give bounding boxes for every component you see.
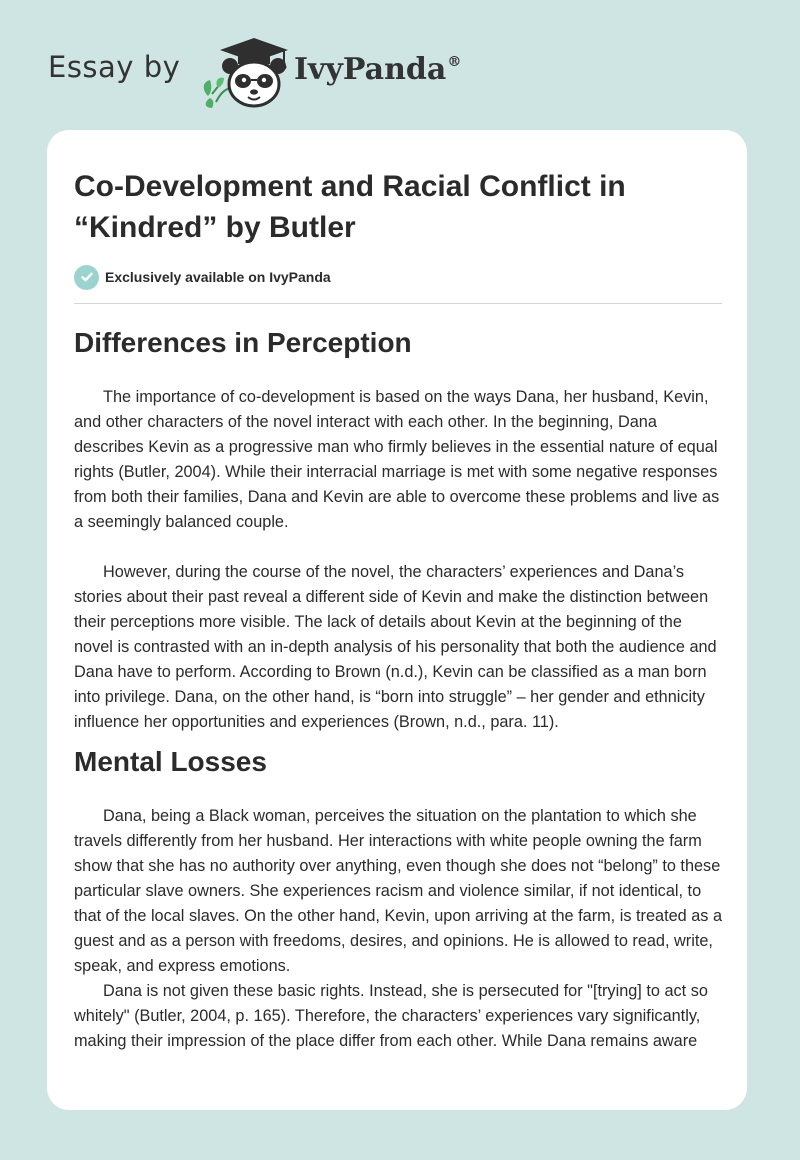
paragraph: Dana is not given these basic rights. Instead, she is persecuted for "[trying] to act so whitely" (Butler, 2004, p. 165). Therefore, the characters’ experiences vary significantly, making their impression of the place differ from each other. While Dana remains aware: [74, 982, 708, 1050]
section-heading: Mental Losses: [74, 746, 267, 777]
article-card: [47, 130, 747, 1110]
essay-by-label: Essay by: [48, 50, 181, 84]
paragraph: Dana, being a Black woman, perceives the situation on the plantation to which she travels differently from her husband. Her interactions with white people owning the farm show that she has no authority over anything, even though she does not “belong” to these particular slave owners. She experiences racism and violence similar, if not identical, to that of the local slaves. On the other hand, Kevin, upon arriving at the farm, is treated as a guest and as a person with freedoms, desires, and opinions. He is allowed to read, write, speak, and express emotions.: [74, 807, 722, 975]
paragraph: However, during the course of the novel, the characters’ experiences and Dana’s stories about their past reveal a different side of Kevin and make the distinction between their perceptions more visible. The lack of details about Kevin at the beginning of the novel is contrasted with an in-depth analysis of his personality that both the audience and Dana have to perform. According to Brown (n.d.), Kevin can be classified as a man born into privilege. Dana, on the other hand, is “born into struggle” – her gender and ethnicity influence her opportunities and experiences (Brown, n.d., para. 11).: [74, 563, 717, 731]
paragraph: The importance of co-development is based on the ways Dana, her husband, Kevin, and other characters of the novel interact with each other. In the beginning, Dana describes Kevin as a progressive man who firmly believes in the essential nature of equal rights (Butler, 2004). While their interracial marriage is met with some negative responses from both their families, Dana and Kevin are able to overcome these problems and live as a seemingly balanced couple.: [74, 388, 720, 531]
exclusive-badge: [74, 264, 331, 290]
exclusive-badge-label: Exclusively available on IvyPanda: [105, 269, 331, 285]
section-heading: Differences in Perception: [74, 327, 412, 358]
panda-mascot-icon: [198, 36, 296, 110]
brand-name: IvyPanda®: [294, 52, 462, 87]
article-title: Co-Development and Racial Conflict in “Kindred” by Butler: [74, 170, 626, 244]
checkmark-icon: [74, 265, 99, 290]
site-logo[interactable]: [48, 36, 478, 108]
title-divider: [74, 303, 722, 304]
